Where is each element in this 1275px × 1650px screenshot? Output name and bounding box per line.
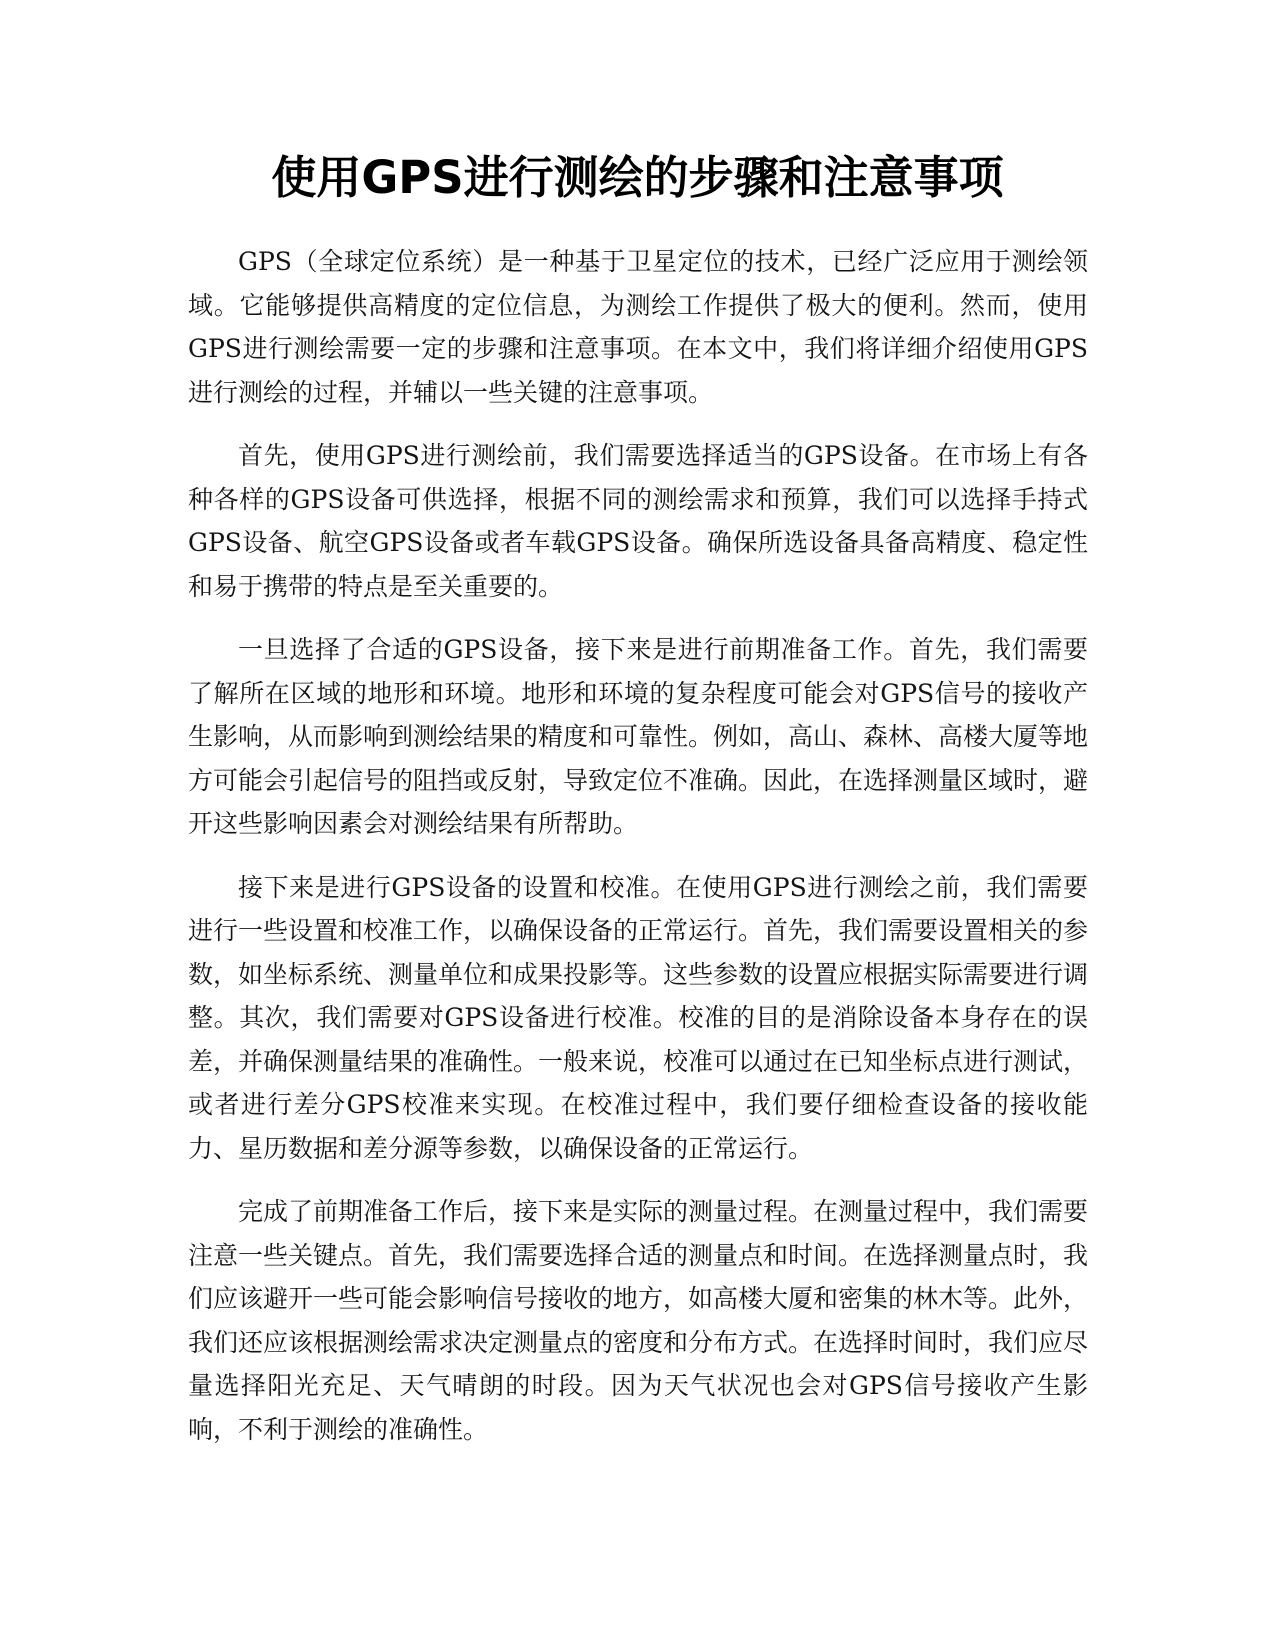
paragraph-device-selection: 首先，使用GPS进行测绘前，我们需要选择适当的GPS设备。在市场上有各种各样的GPS设备可供选择，根据不同的测绘需求和预算，我们可以选择手持式GPS设备、航空GPS设备或者车载GPS设备。确保所选设备具备高精度、稳定性和易于携带的特点是至关重要的。 bbox=[188, 441, 1088, 601]
paragraph-intro: GPS（全球定位系统）是一种基于卫星定位的技术，已经广泛应用于测绘领域。它能够提供高精度的定位信息，为测绘工作提供了极大的便利。然而，使用GPS进行测绘需要一定的步骤和注意事项。在本文中，我们将详细介绍使用GPS进行测绘的过程，并辅以一些关键的注意事项。 bbox=[188, 247, 1088, 407]
paragraph-measurement: 完成了前期准备工作后，接下来是实际的测量过程。在测量过程中，我们需要注意一些关键点。首先，我们需要选择合适的测量点和时间。在选择测量点时，我们应该避开一些可能会影响信号接收的地方，如高楼大厦和密集的林木等。此外，我们还应该根据测绘需求决定测量点的密度和分布方式。在选择时间时，我们应尽量选择阳光充足、天气晴朗的时段。因为天气状况也会对GPS信号接收产生影响，不利于测绘的准确性。 bbox=[188, 1197, 1089, 1444]
paragraph-setup-calibration: 接下来是进行GPS设备的设置和校准。在使用GPS进行测绘之前，我们需要进行一些设置和校准工作，以确保设备的正常运行。首先，我们需要设置相关的参数，如坐标系统、测量单位和成果投影等。这些参数的设置应根据实际需要进行调整。其次，我们需要对GPS设备进行校准。校准的目的是消除设备本身存在的误差，并确保测量结果的准确性。一般来说，校准可以通过在已知坐标点进行测试，或者进行差分GPS校准来实现。在校准过程中，我们要仔细检查设备的接收能力、星历数据和差分源等参数，以确保设备的正常运行。 bbox=[188, 872, 1089, 1163]
paragraph-preparation: 一旦选择了合适的GPS设备，接下来是进行前期准备工作。首先，我们需要了解所在区域的地形和环境。地形和环境的复杂程度可能会对GPS信号的接收产生影响，从而影响到测绘结果的精度和可靠性。例如，高山、森林、高楼大厦等地方可能会引起信号的阻挡或反射，导致定位不准确。因此，在选择测量区域时，避开这些影响因素会对测绘结果有所帮助。 bbox=[188, 635, 1089, 838]
document-body bbox=[188, 240, 1088, 1471]
page-title: 使用GPS进行测绘的步骤和注意事项 bbox=[271, 151, 1004, 204]
